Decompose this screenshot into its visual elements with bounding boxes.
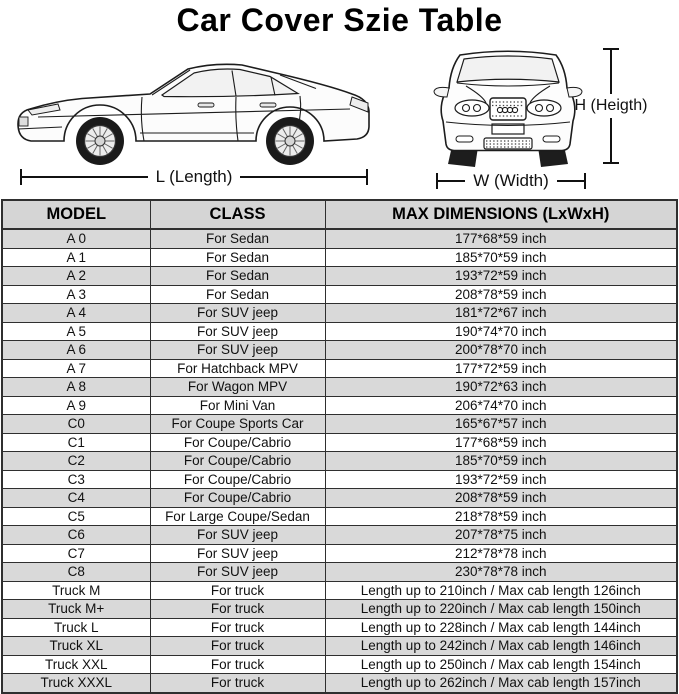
table-row	[2, 378, 677, 397]
model-cell: C6	[2, 526, 150, 545]
model-cell: Truck XXL	[2, 655, 150, 674]
table-row	[2, 322, 677, 341]
class-header: CLASS	[150, 200, 325, 229]
class-cell: For Sedan	[150, 248, 325, 267]
model-cell: C5	[2, 507, 150, 526]
model-cell: C3	[2, 470, 150, 489]
size-table	[1, 199, 678, 694]
model-cell: Truck L	[2, 618, 150, 637]
width-line-left	[438, 180, 465, 182]
class-cell: For truck	[150, 674, 325, 693]
height-line-top	[610, 50, 612, 94]
dimensions-cell: 185*70*59 inch	[325, 452, 677, 471]
model-cell: C7	[2, 544, 150, 563]
class-cell: For SUV jeep	[150, 322, 325, 341]
class-cell: For Coupe Sports Car	[150, 415, 325, 434]
model-cell: A 4	[2, 304, 150, 323]
model-header: MODEL	[2, 200, 150, 229]
table-row	[2, 248, 677, 267]
class-cell: For Sedan	[150, 285, 325, 304]
dimensions-cell: 177*72*59 inch	[325, 359, 677, 378]
dimensions-cell: 185*70*59 inch	[325, 248, 677, 267]
table-row	[2, 618, 677, 637]
dimensions-cell: Length up to 228inch / Max cab length 144inch	[325, 618, 677, 637]
class-cell: For truck	[150, 581, 325, 600]
height-bottom-cap	[603, 162, 619, 164]
page-title: Car Cover Szie Table	[176, 2, 503, 38]
class-cell: For truck	[150, 618, 325, 637]
dimension-diagram	[0, 46, 679, 198]
class-cell: For Hatchback MPV	[150, 359, 325, 378]
table-row	[2, 563, 677, 582]
dimensions-cell: 165*67*57 inch	[325, 415, 677, 434]
table-row	[2, 507, 677, 526]
table-row	[2, 489, 677, 508]
dimensions-cell: 207*78*75 inch	[325, 526, 677, 545]
dimensions-cell: 190*74*70 inch	[325, 322, 677, 341]
class-cell: For Coupe/Cabrio	[150, 452, 325, 471]
length-right-tick	[366, 169, 368, 185]
model-cell: A 7	[2, 359, 150, 378]
class-cell: For Coupe/Cabrio	[150, 470, 325, 489]
dimensions-cell: 212*78*78 inch	[325, 544, 677, 563]
height-label: H (Heigth)	[574, 97, 648, 114]
model-cell: A 1	[2, 248, 150, 267]
model-cell: Truck M	[2, 581, 150, 600]
length-line-left	[22, 176, 148, 178]
length-dimension	[20, 168, 368, 186]
class-cell: For Large Coupe/Sedan	[150, 507, 325, 526]
model-cell: Truck XL	[2, 637, 150, 656]
car-side-view-illustration	[12, 54, 380, 166]
table-row	[2, 285, 677, 304]
dimensions-cell: 177*68*59 inch	[325, 229, 677, 248]
class-cell: For Sedan	[150, 229, 325, 248]
model-cell: A 8	[2, 378, 150, 397]
table-row	[2, 544, 677, 563]
table-row	[2, 600, 677, 619]
dimensions-cell: 218*78*59 inch	[325, 507, 677, 526]
class-cell: For Sedan	[150, 267, 325, 286]
table-row	[2, 452, 677, 471]
dimensions-cell: 206*74*70 inch	[325, 396, 677, 415]
height-line-bottom	[610, 118, 612, 162]
width-label: W (Width)	[473, 171, 549, 190]
dimensions-cell: Length up to 210inch / Max cab length 126inch	[325, 581, 677, 600]
table-row	[2, 415, 677, 434]
table-header-row	[2, 200, 677, 229]
model-cell: A 0	[2, 229, 150, 248]
dimensions-cell: 208*78*59 inch	[325, 489, 677, 508]
table-row	[2, 267, 677, 286]
size-table-body	[2, 229, 677, 693]
class-cell: For SUV jeep	[150, 341, 325, 360]
model-cell: A 2	[2, 267, 150, 286]
length-label: L (Length)	[155, 167, 233, 186]
model-cell: C4	[2, 489, 150, 508]
table-row	[2, 396, 677, 415]
width-dimension	[436, 172, 586, 190]
class-cell: For SUV jeep	[150, 563, 325, 582]
dimensions-cell: 230*78*78 inch	[325, 563, 677, 582]
dimensions-cell: 200*78*70 inch	[325, 341, 677, 360]
class-cell: For SUV jeep	[150, 304, 325, 323]
table-row	[2, 470, 677, 489]
class-cell: For truck	[150, 600, 325, 619]
model-cell: A 3	[2, 285, 150, 304]
table-row	[2, 304, 677, 323]
dimensions-header: MAX DIMENSIONS (LxWxH)	[325, 200, 677, 229]
table-row	[2, 341, 677, 360]
model-cell: C1	[2, 433, 150, 452]
width-line-right	[557, 180, 584, 182]
table-row	[2, 229, 677, 248]
dimensions-cell: 190*72*63 inch	[325, 378, 677, 397]
table-row	[2, 655, 677, 674]
dimensions-cell: Length up to 220inch / Max cab length 150inch	[325, 600, 677, 619]
model-cell: A 9	[2, 396, 150, 415]
class-cell: For SUV jeep	[150, 526, 325, 545]
dimensions-cell: Length up to 262inch / Max cab length 157inch	[325, 674, 677, 693]
dimensions-cell: 193*72*59 inch	[325, 470, 677, 489]
table-row	[2, 581, 677, 600]
model-cell: A 5	[2, 322, 150, 341]
model-cell: C2	[2, 452, 150, 471]
width-right-tick	[584, 173, 586, 189]
class-cell: For Coupe/Cabrio	[150, 433, 325, 452]
table-row	[2, 433, 677, 452]
table-row	[2, 359, 677, 378]
dimensions-cell: 208*78*59 inch	[325, 285, 677, 304]
class-cell: For Mini Van	[150, 396, 325, 415]
model-cell: A 6	[2, 341, 150, 360]
length-line-right	[240, 176, 366, 178]
table-row	[2, 674, 677, 693]
class-cell: For SUV jeep	[150, 544, 325, 563]
class-cell: For truck	[150, 655, 325, 674]
model-cell: C8	[2, 563, 150, 582]
height-dimension	[556, 48, 666, 164]
model-cell: Truck XXXL	[2, 674, 150, 693]
class-cell: For truck	[150, 637, 325, 656]
dimensions-cell: 177*68*59 inch	[325, 433, 677, 452]
dimensions-cell: Length up to 242inch / Max cab length 146inch	[325, 637, 677, 656]
table-row	[2, 637, 677, 656]
dimensions-cell: 181*72*67 inch	[325, 304, 677, 323]
dimensions-cell: 193*72*59 inch	[325, 267, 677, 286]
table-row	[2, 526, 677, 545]
class-cell: For Wagon MPV	[150, 378, 325, 397]
model-cell: Truck M+	[2, 600, 150, 619]
class-cell: For Coupe/Cabrio	[150, 489, 325, 508]
dimensions-cell: Length up to 250inch / Max cab length 154inch	[325, 655, 677, 674]
model-cell: C0	[2, 415, 150, 434]
